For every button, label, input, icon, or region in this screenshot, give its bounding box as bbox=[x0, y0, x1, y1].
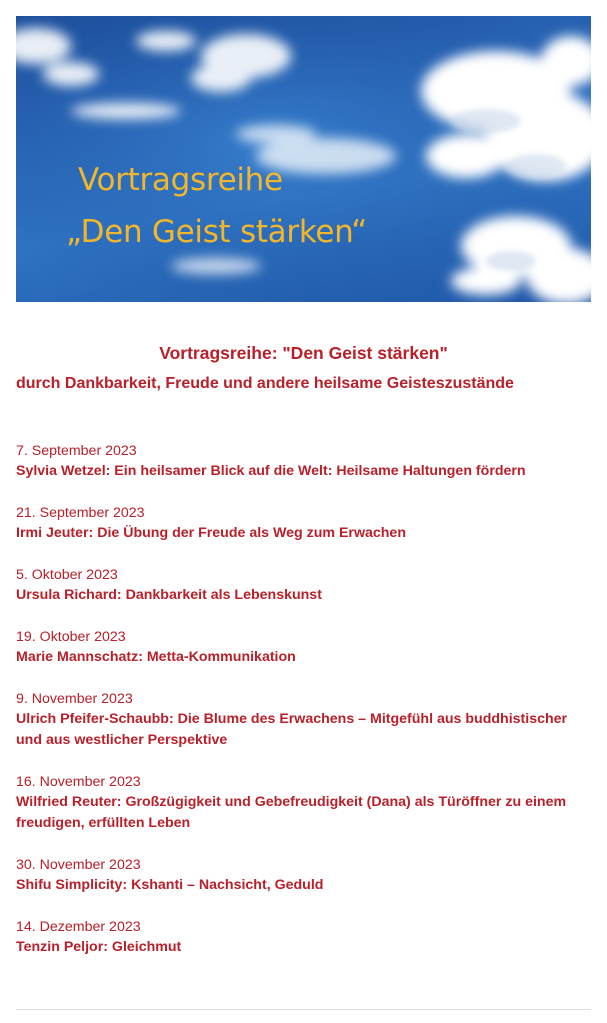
event-title: Irmi Jeuter: Die Übung der Freude als Weg zum Erwachen bbox=[16, 525, 406, 541]
banner-title-line-2: „Den Geist stärken“ bbox=[66, 214, 367, 250]
banner-title bbox=[66, 154, 367, 258]
page-subline: durch Dankbarkeit, Freude und andere heilsame Geisteszustände bbox=[16, 375, 514, 392]
event-title: Ursula Richard: Dankbarkeit als Lebenskunst bbox=[16, 587, 322, 603]
event-date: 14. Dezember 2023 bbox=[16, 919, 141, 935]
event-date: 9. November 2023 bbox=[16, 691, 133, 707]
event-item bbox=[16, 627, 591, 668]
event-title: Sylvia Wetzel: Ein heilsamer Blick auf die Welt: Heilsame Haltungen fördern bbox=[16, 463, 526, 479]
event-title: Wilfried Reuter: Großzügigkeit und Gebefreudigkeit (Dana) als Türöffner zu einem freudigen, erfüllten Leben bbox=[16, 794, 567, 831]
event-date: 21. September 2023 bbox=[16, 505, 145, 521]
event-date: 30. November 2023 bbox=[16, 857, 141, 873]
event-item bbox=[16, 917, 591, 958]
event-date: 16. November 2023 bbox=[16, 774, 141, 790]
page-headline: Vortragsreihe: "Den Geist stärken" bbox=[159, 343, 448, 363]
event-item bbox=[16, 503, 591, 544]
event-item bbox=[16, 565, 591, 606]
event-title: Tenzin Peljor: Gleichmut bbox=[16, 939, 182, 955]
event-title: Shifu Simplicity: Kshanti – Nachsicht, Geduld bbox=[16, 877, 324, 893]
event-item bbox=[16, 772, 591, 834]
footer-divider bbox=[16, 1009, 591, 1010]
event-title: Ulrich Pfeifer-Schaubb: Die Blume des Erwachens – Mitgefühl aus buddhistischer und aus westlicher Perspektive bbox=[16, 711, 568, 748]
banner-title-line-1: Vortragsreihe bbox=[78, 162, 283, 198]
event-list bbox=[16, 441, 591, 979]
event-item bbox=[16, 855, 591, 896]
event-title: Marie Mannschatz: Metta-Kommunikation bbox=[16, 649, 296, 665]
event-item bbox=[16, 689, 591, 751]
event-date: 7. September 2023 bbox=[16, 443, 137, 459]
banner-image bbox=[16, 16, 591, 302]
event-item bbox=[16, 441, 591, 482]
event-date: 19. Oktober 2023 bbox=[16, 629, 126, 645]
event-date: 5. Oktober 2023 bbox=[16, 567, 118, 583]
